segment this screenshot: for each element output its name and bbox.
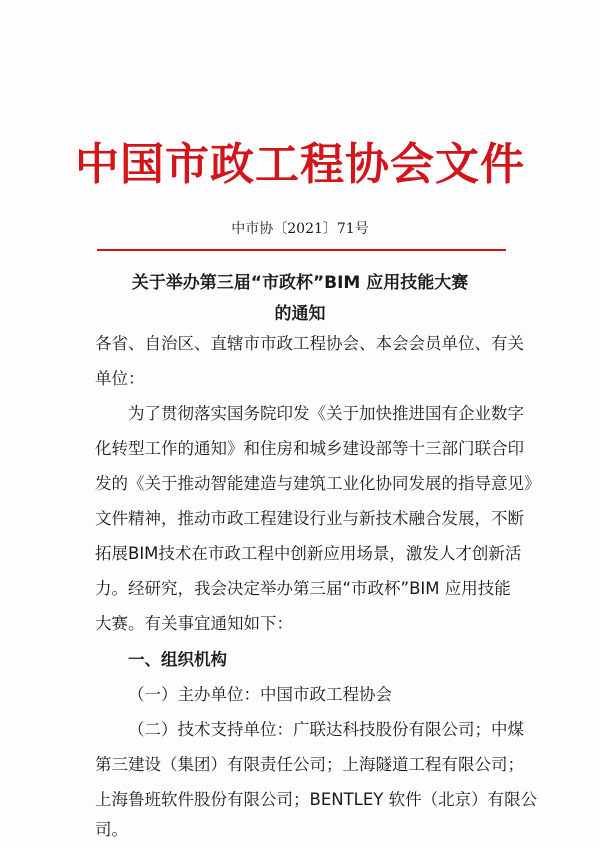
header-divider xyxy=(97,249,506,251)
salutation-line-1: 各省、自治区、直辖市市政工程协会、本会会员单位、有关 xyxy=(95,334,524,353)
document-header-title: 中国市政工程协会文件 xyxy=(75,139,525,190)
list-item: （二）技术支持单位：广联达科技股份有限公司；中煤 xyxy=(128,720,524,739)
notice-title-line-1: 关于举办第三届“市政杯”BIM 应用技能大赛 xyxy=(131,273,469,293)
paragraph-line: 为了贯彻落实国务院印发《关于加快推进国有企业数字 xyxy=(128,404,524,423)
list-item-continuation: 第三建设（集团）有限责任公司；上海隧道工程有限公司； xyxy=(95,755,524,774)
paragraph-line: 发的《关于推动智能建造与建筑工业化协同发展的指导意见》 xyxy=(95,474,541,493)
paragraph-line: 大赛。有关事宜通知如下： xyxy=(95,614,293,633)
list-item-continuation: 上海鲁班软件股份有限公司；BENTLEY 软件（北京）有限公 xyxy=(95,790,538,809)
list-item: （一）主办单位：中国市政工程协会 xyxy=(128,685,392,704)
document-number: 中市协〔2021〕71号 xyxy=(231,221,369,237)
paragraph-line: 化转型工作的通知》和住房和城乡建设部等十三部门联合印 xyxy=(95,439,524,458)
paragraph-line: 拓展BIM技术在市政工程中创新应用场景，激发人才创新活 xyxy=(95,544,522,563)
paragraph-line: 文件精神，推动市政工程建设行业与新技术融合发展，不断 xyxy=(95,509,524,528)
section-heading: 一、组织机构 xyxy=(128,650,227,669)
salutation-line-2: 单位： xyxy=(95,369,145,388)
paragraph-line: 力。经研究，我会决定举办第三届“市政杯”BIM 应用技能 xyxy=(95,579,511,598)
notice-title-line-2: 的通知 xyxy=(274,304,326,324)
list-item-continuation: 司。 xyxy=(95,820,128,839)
